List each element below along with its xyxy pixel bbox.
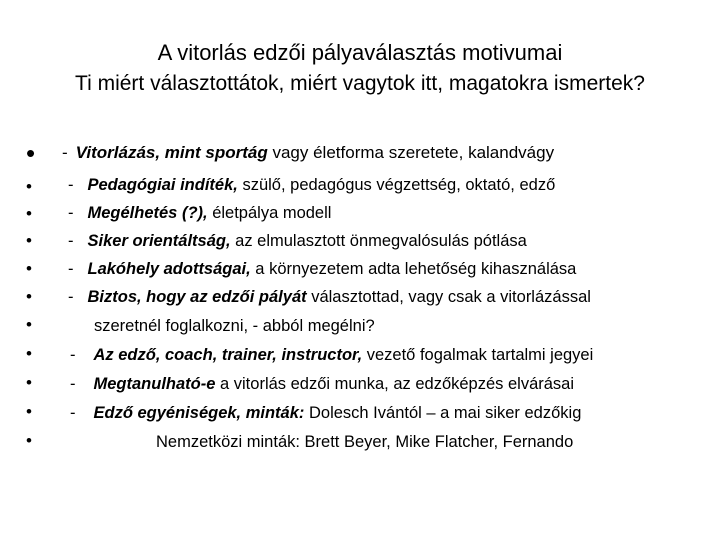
- line-emphasis: Az edző, coach, trainer, instructor,: [93, 346, 363, 364]
- bullet-marker: •: [26, 138, 36, 168]
- bullet-line: [94, 316, 375, 336]
- line-text: vezető fogalmak tartalmi jegyei: [362, 346, 594, 364]
- bullet-marker: •: [26, 431, 32, 450]
- line-dash: -: [68, 204, 74, 222]
- line-text: Dolesch Ivántól – a mai siker edzőkig: [304, 404, 582, 422]
- bullet-line: [62, 143, 554, 163]
- bullet-line: [156, 432, 573, 452]
- bullet-line: [68, 259, 576, 279]
- bullet-marker: •: [26, 259, 32, 278]
- line-emphasis: Vitorlázás, mint sportág: [75, 143, 268, 162]
- line-dash: -: [68, 288, 74, 306]
- line-dash: -: [62, 143, 68, 162]
- line-emphasis: Megtanulható-e: [93, 375, 216, 393]
- line-dash: -: [68, 260, 74, 278]
- bullet-marker: •: [26, 231, 32, 250]
- line-dash: -: [70, 404, 76, 422]
- line-emphasis: Siker orientáltság,: [87, 232, 231, 250]
- line-dash: -: [68, 232, 74, 250]
- line-emphasis: Biztos, hogy az edzői pályát: [87, 288, 307, 306]
- bullet-line: [68, 203, 331, 223]
- bullet-line: [68, 287, 591, 307]
- line-emphasis: Lakóhely adottságai,: [87, 260, 251, 278]
- line-text: a vitorlás edzői munka, az edzőképzés elvárásai: [215, 375, 575, 393]
- line-dash: -: [68, 176, 74, 194]
- bullet-marker: •: [26, 402, 32, 421]
- slide-title: A vitorlás edzői pályaválasztás motivumai: [157, 40, 563, 65]
- line-dash: -: [70, 346, 76, 364]
- line-emphasis: Megélhetés (?),: [87, 204, 208, 222]
- line-text: életpálya modell: [207, 204, 332, 222]
- bullet-line: [70, 374, 574, 394]
- line-text: választottad, vagy csak a vitorlázással: [306, 288, 591, 306]
- bullet-marker: •: [26, 204, 32, 223]
- line-emphasis: Pedagógiai indíték,: [87, 176, 238, 194]
- line-text: Nemzetközi minták: Brett Beyer, Mike Flatcher, Fernando: [156, 433, 574, 451]
- line-text: az elmulasztott önmegvalósulás pótlása: [230, 232, 527, 250]
- bullet-marker: •: [26, 177, 32, 196]
- bullet-marker: •: [26, 315, 32, 334]
- bullet-line: [68, 175, 555, 195]
- bullet-line: [68, 231, 527, 251]
- line-text: szeretnél foglalkozni, - abból megélni?: [94, 317, 375, 335]
- bullet-marker: •: [26, 373, 32, 392]
- bullet-line: [70, 345, 593, 365]
- bullet-marker: •: [26, 344, 32, 363]
- bullet-line: [70, 403, 581, 423]
- line-dash: -: [70, 375, 76, 393]
- line-text: szülő, pedagógus végzettség, oktató, edző: [237, 176, 556, 194]
- line-text: vagy életforma szeretete, kalandvágy: [267, 143, 555, 162]
- bullet-marker: •: [26, 287, 32, 306]
- slide-subtitle: Ti miért választottátok, miért vagytok itt, magatokra ismertek?: [75, 72, 645, 95]
- line-text: a környezetem adta lehetőség kihasználása: [250, 260, 577, 278]
- line-emphasis: Edző egyéniségek, minták:: [93, 404, 305, 422]
